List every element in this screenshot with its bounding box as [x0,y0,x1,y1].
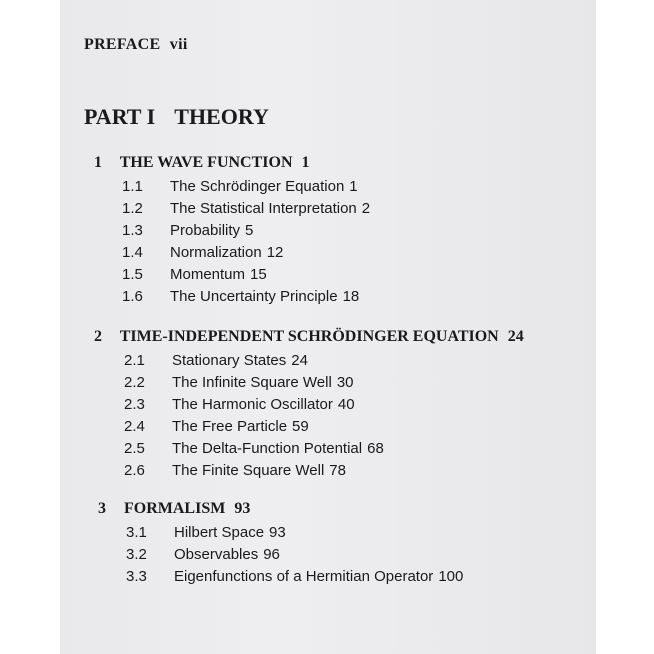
section-title: Normalization [170,244,262,261]
toc-entry [124,352,308,369]
section-number: 3.2 [126,546,147,563]
chapter-page: 1 [301,154,310,171]
section-page: 2 [361,200,371,217]
section-page: 68 [367,440,384,457]
section-number: 2.2 [124,374,145,391]
toc-entry [122,288,359,305]
section-title: Stationary States [172,352,287,369]
section-title: The Infinite Square Well [172,374,332,391]
section-title: The Free Particle [172,418,288,435]
section-number: 2.5 [124,440,145,457]
toc-entry [122,178,358,195]
toc-entry [124,418,309,435]
section-title: The Delta-Function Potential [172,440,363,457]
section-title: The Schrödinger Equation [170,178,345,195]
section-page: 96 [263,546,280,563]
section-page: 12 [266,244,284,261]
toc-entry [122,266,267,283]
chapter-1-heading [94,154,310,172]
chapter-number: 3 [98,500,106,517]
section-number: 1.6 [122,288,143,305]
chapter-page: 93 [234,500,251,517]
chapter-number: 1 [94,154,102,171]
section-number: 3.3 [126,568,147,585]
section-title: Eigenfunctions of a Hermitian Operator [174,568,434,585]
chapter-title: TIME-INDEPENDENT SCHRÖDINGER EQUATION [119,328,499,345]
section-title: The Uncertainty Principle [170,288,338,305]
toc-entry [126,546,280,563]
part-heading [84,104,269,130]
section-number: 1.2 [122,200,143,217]
section-page: 78 [329,462,346,479]
section-page: 59 [292,418,309,435]
toc-entry [122,244,283,261]
section-number: 2.3 [124,396,145,413]
section-page: 40 [337,396,355,413]
section-page: 15 [250,266,267,283]
section-title: The Finite Square Well [172,462,325,479]
section-page: 18 [342,288,360,305]
toc-entry [126,568,463,585]
section-number: 1.3 [122,222,143,239]
chapter-number: 2 [94,328,102,345]
chapter-page: 24 [507,328,524,345]
toc-entry [124,440,384,457]
section-number: 1.5 [122,266,143,283]
toc-entry [122,200,370,217]
section-page: 24 [291,352,308,369]
chapter-title: FORMALISM [124,500,226,517]
section-title: The Statistical Interpretation [170,200,357,217]
toc-entry [124,462,346,479]
section-number: 1.1 [122,178,143,195]
toc-entry [126,524,286,541]
chapter-3-heading [98,500,250,518]
section-number: 2.6 [124,462,145,479]
section-number: 2.1 [124,352,145,369]
part-title: THEORY [174,104,269,129]
toc-entry [124,396,355,413]
preface-entry [84,36,188,54]
section-number: 2.4 [124,418,145,435]
toc-entry [124,374,354,391]
section-page: 100 [438,568,464,585]
preface-page: vii [169,36,188,53]
section-title: Probability [170,222,241,239]
book-page [60,0,596,654]
chapter-title: THE WAVE FUNCTION [119,154,293,171]
section-page: 93 [269,524,286,541]
section-title: Hilbert Space [174,524,265,541]
section-title: Observables [174,546,259,563]
part-number: PART I [84,104,156,129]
section-page: 5 [245,222,254,239]
section-page: 1 [349,178,358,195]
preface-label: PREFACE [84,36,161,53]
section-number: 3.1 [126,524,147,541]
section-title: The Harmonic Oscillator [172,396,333,413]
section-number: 1.4 [122,244,143,261]
section-title: Momentum [170,266,246,283]
chapter-2-heading [94,328,524,346]
toc-entry [122,222,253,239]
section-page: 30 [336,374,354,391]
